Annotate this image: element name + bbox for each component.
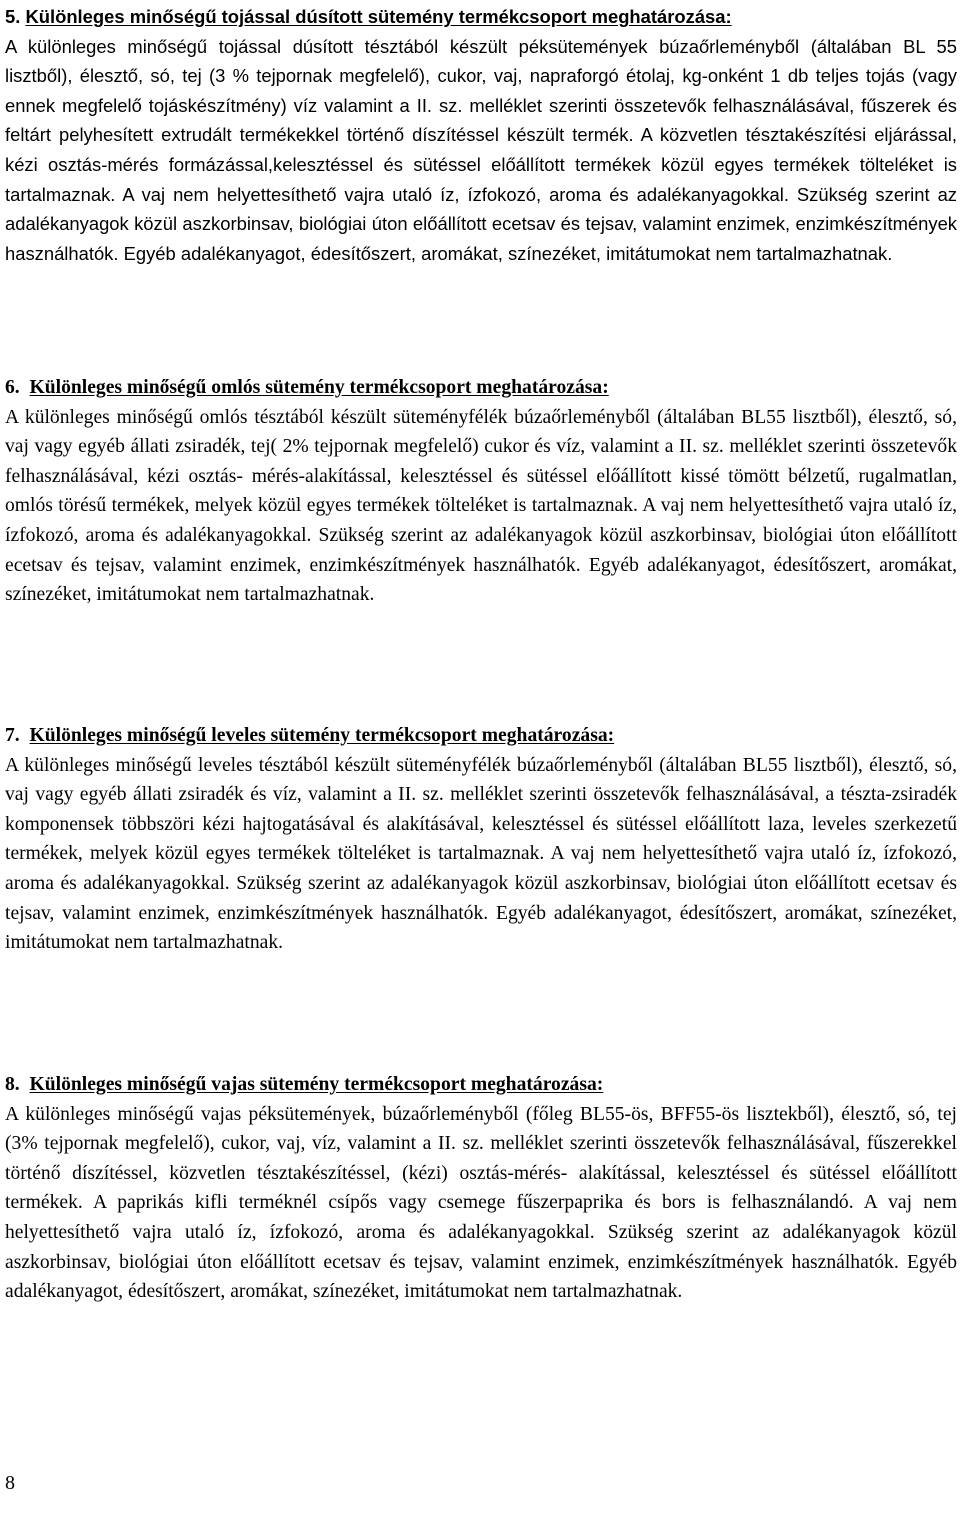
section-5-body: A különleges minőségű tojással dúsított tésztából készült péksütemények búzaőrleményből (általában BL 55 lisztből), élesztő, só, tej (3 % tejpornak megfelelő), cukor, vaj, napraforgó étolaj, kg-onként 1 db teljes tojás (vagy ennek megfelelő tojáskészítmény) víz valamint a II. sz. melléklet szerinti összetevők felhasználásával, fűszerek és feltárt pelyhesített extrudált termékekkel történő díszítéssel készült termék. A közvetlen tésztakészítési eljárással, kézi osztás-mérés formázással,kelesztéssel és sütéssel előállított termékek közül egyes termékek tölteléket is tartalmaznak. A vaj nem helyettesíthető vajra utaló íz, ízfokozó, aroma és adalékanyagokkal. Szükség szerint az adalékanyagok közül aszkorbinsav, biológiai úton előállított ecetsav és tejsav, valamint enzimek, enzimkészítmények használhatók. Egyéb adalékanyagot, édesítőszert, aromákat, színezéket, imitátumokat nem tartalmazhatnak.	[5, 35, 957, 264]
section-8	[5, 1070, 957, 1307]
section-7-heading	[5, 721, 957, 751]
section-6-number: 6.	[5, 377, 20, 398]
section-5-number: 5.	[5, 6, 21, 27]
section-8-heading	[5, 1070, 957, 1100]
page-number: 8	[5, 1472, 15, 1494]
section-8-title: Különleges minőségű vajas sütemény termékcsoport meghatározása:	[29, 1074, 604, 1095]
section-7-body: A különleges minőségű leveles tésztából készült süteményfélék búzaőrleményből (általában BL55 lisztből), élesztő, só, vaj vagy egyéb állati zsiradék és víz, valamint a II. sz. melléklet szerinti összetevők felhasználásával, a tészta-zsiradék komponensek többszöri kézi hajtogatásával és alakításával, kelesztéssel és sütéssel előállított laza, leveles szerkezetű termékek, melyek közül egyes termékek tölteléket is tartalmaznak. A vaj nem helyettesíthető vajra utaló íz, ízfokozó, aroma és adalékanyagokkal. Szükség szerint az adalékanyagok közül aszkorbinsav, biológiai úton előállított ecetsav és tejsav, valamint enzimek, enzimkészítmények használhatók. Egyéb adalékanyagot, édesítőszert, aromákat, színezéket, imitátumokat nem tartalmazhatnak.	[5, 754, 957, 954]
section-5-heading	[5, 2, 957, 32]
section-6-heading	[5, 373, 957, 403]
section-7	[5, 721, 957, 958]
section-5-title: Különleges minőségű tojással dúsított sütemény termékcsoport meghatározása:	[25, 6, 732, 27]
section-7-title: Különleges minőségű leveles sütemény termékcsoport meghatározása:	[29, 725, 615, 746]
section-6-title: Különleges minőségű omlós sütemény termékcsoport meghatározása:	[29, 377, 609, 398]
section-8-body: A különleges minőségű vajas péksütemények, búzaőrleményből (főleg BL55-ös, BFF55-ös lisztekből), élesztő, só, tej (3% tejpornak megfelelő), cukor, vaj, víz, valamint a II. sz. melléklet szerinti összetevők felhasználásával, fűszerekkel történő díszítéssel, közvetlen tésztakészítéssel, (kézi) osztás-mérés- alakítással, kelesztéssel és sütéssel előállított termékek. A paprikás kifli terméknél csípős vagy csemege fűszerpaprika és bors is felhasználandó. A vaj nem helyettesíthető vajra utaló íz, ízfokozó, aroma és adalékanyagokkal. Szükség szerint az adalékanyagok közül aszkorbinsav, biológiai úton előállított ecetsav és tejsav, valamint enzimek, enzimkészítmények használhatók. Egyéb adalékanyagot, édesítőszert, aromákat, színezéket, imitátumokat nem tartalmazhatnak.	[5, 1103, 957, 1303]
section-6	[5, 373, 957, 610]
section-5	[5, 2, 957, 268]
section-8-number: 8.	[5, 1074, 20, 1095]
section-6-body: A különleges minőségű omlós tésztából készült süteményfélék búzaőrleményből (általában BL55 lisztből), élesztő, só, vaj vagy egyéb állati zsiradék, tej( 2% tejpornak megfelelő) cukor és víz, valamint a II. sz. melléklet szerinti összetevők felhasználásával, kézi osztás- mérés-alakítással, kelesztéssel és sütéssel előállított kissé tömött bélzetű, rugalmatlan, omlós törésű termékek, melyek közül egyes termékek tölteléket is tartalmaznak. A vaj nem helyettesíthető vajra utaló íz, ízfokozó, aroma és adalékanyagokkal. Szükség szerint az adalékanyagok közül aszkorbinsav, biológiai úton előállított ecetsav és tejsav, valamint enzimek, enzimkészítmények használhatók. Egyéb adalékanyagot, édesítőszert, aromákat, színezéket, imitátumokat nem tartalmazhatnak.	[5, 406, 957, 606]
section-7-number: 7.	[5, 725, 20, 746]
